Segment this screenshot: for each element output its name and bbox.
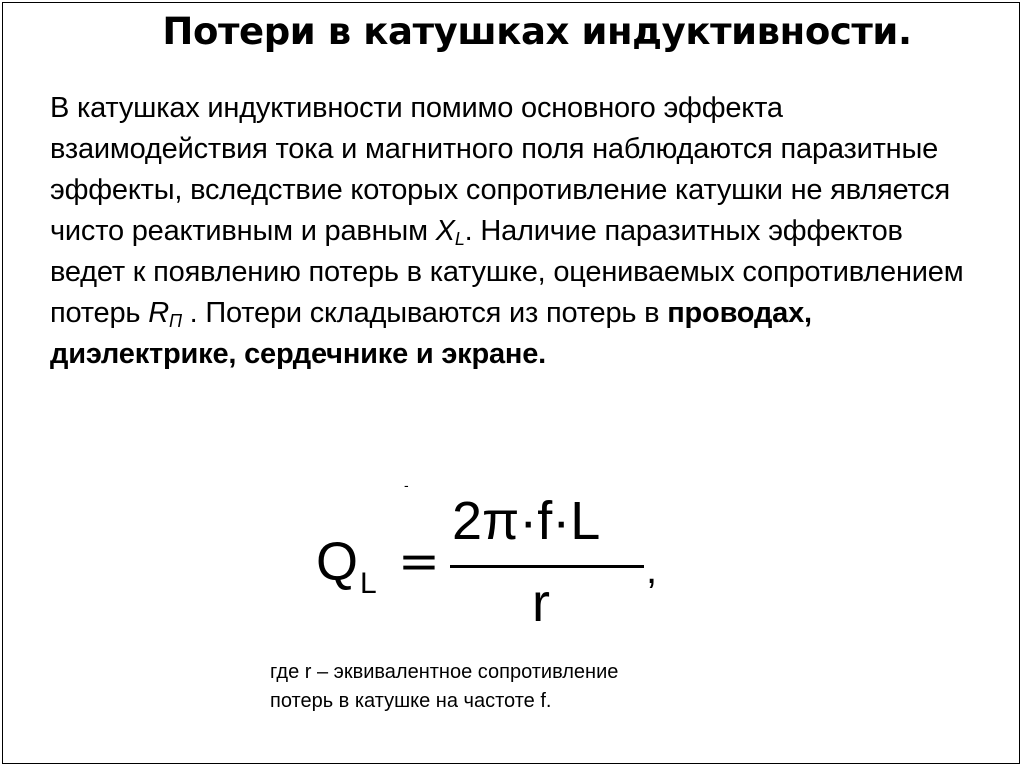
slide-title: Потери в катушках индуктивности. — [162, 10, 912, 53]
loss-sources-bold: проводах, диэлектрике, сердечнике и экране. — [50, 297, 812, 370]
quality-factor-formula — [300, 490, 680, 640]
formula-numerator: 2π·f·L — [452, 491, 601, 551]
body-paragraph — [50, 88, 980, 375]
paragraph-part-2: . Наличие паразитных эффектов ведет к появлению потерь в катушке, оцениваемых сопротивлением потерь — [50, 215, 964, 329]
formula-equals: = — [398, 532, 440, 590]
paragraph-part-3: . Потери складываются из потерь в — [181, 297, 668, 329]
reactance-subscript: L — [454, 229, 465, 249]
reactance-symbol: X — [435, 215, 455, 247]
caption-line-1: где r – эквивалентное сопротивление — [270, 661, 619, 683]
loss-resistance-subscript: П — [168, 311, 182, 331]
formula-denominator: r — [532, 573, 550, 633]
formula-caption — [270, 658, 770, 716]
formula-comma: , — [646, 548, 658, 592]
tick-mark: - — [404, 477, 409, 493]
fraction-bar — [450, 565, 644, 568]
loss-resistance-symbol: R — [148, 297, 169, 329]
formula-lhs: Q — [316, 532, 359, 592]
paragraph-part-1: В катушках индуктивности помимо основного эффекта взаимодействия тока и магнитного поля наблюдаются паразитные эффекты, вследствие которых сопротивление катушки не является чисто реактивным и равным — [50, 92, 950, 247]
formula-lhs-subscript: L — [360, 567, 377, 600]
caption-line-2: потерь в катушке на частоте f. — [270, 690, 552, 712]
